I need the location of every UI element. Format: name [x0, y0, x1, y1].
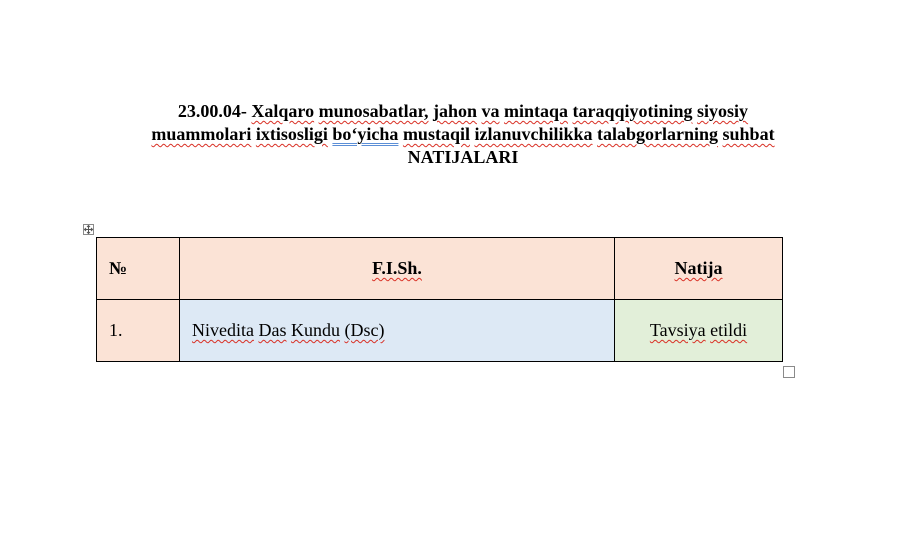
title-word: ixtisosligi: [255, 124, 328, 144]
title-word: talabgorlarning: [597, 124, 719, 144]
table-row: [97, 300, 783, 362]
title-line-1: [90, 100, 836, 123]
table-resize-handle-icon[interactable]: [783, 366, 795, 378]
result-word: Tavsiya: [649, 320, 706, 340]
title-word: mintaqa: [504, 101, 569, 121]
title-word: suhbat: [722, 124, 775, 144]
move-arrows-icon: [84, 225, 93, 234]
header-name[interactable]: [180, 238, 615, 300]
document-title: [90, 100, 836, 169]
results-table: [96, 237, 783, 362]
header-name-text: F.I.Sh.: [372, 258, 422, 278]
title-word: siyosiy: [697, 101, 749, 121]
name-word: Nivedita: [192, 320, 254, 340]
title-line-2: [90, 123, 836, 146]
title-word: mustaqil: [402, 124, 470, 144]
row-result-cell[interactable]: [615, 300, 783, 362]
title-word: munosabatlar,: [318, 101, 429, 121]
title-word: bo‘yicha: [332, 124, 399, 144]
title-word: izlanuvchilikka: [474, 124, 593, 144]
title-word: jahon: [432, 101, 477, 121]
table-move-handle-icon[interactable]: [83, 224, 94, 235]
title-code: 23.00.04-: [177, 101, 252, 121]
header-result[interactable]: [615, 238, 783, 300]
name-word: Das: [258, 320, 287, 340]
title-word: Xalqaro: [251, 101, 315, 121]
title-line-3: NATIJALARI: [407, 147, 519, 167]
title-word: va: [481, 101, 500, 121]
row-number-cell[interactable]: 1.: [97, 300, 180, 362]
result-word: etildi: [710, 320, 748, 340]
title-word: taraqqiyotining: [572, 101, 693, 121]
title-word: muammolari: [151, 124, 252, 144]
name-word: (Dsc): [344, 320, 385, 340]
header-number[interactable]: №: [97, 238, 180, 300]
header-result-text: Natija: [674, 258, 723, 278]
table-header-row: [97, 238, 783, 300]
name-word: Kundu: [290, 320, 340, 340]
row-name-cell[interactable]: [180, 300, 615, 362]
